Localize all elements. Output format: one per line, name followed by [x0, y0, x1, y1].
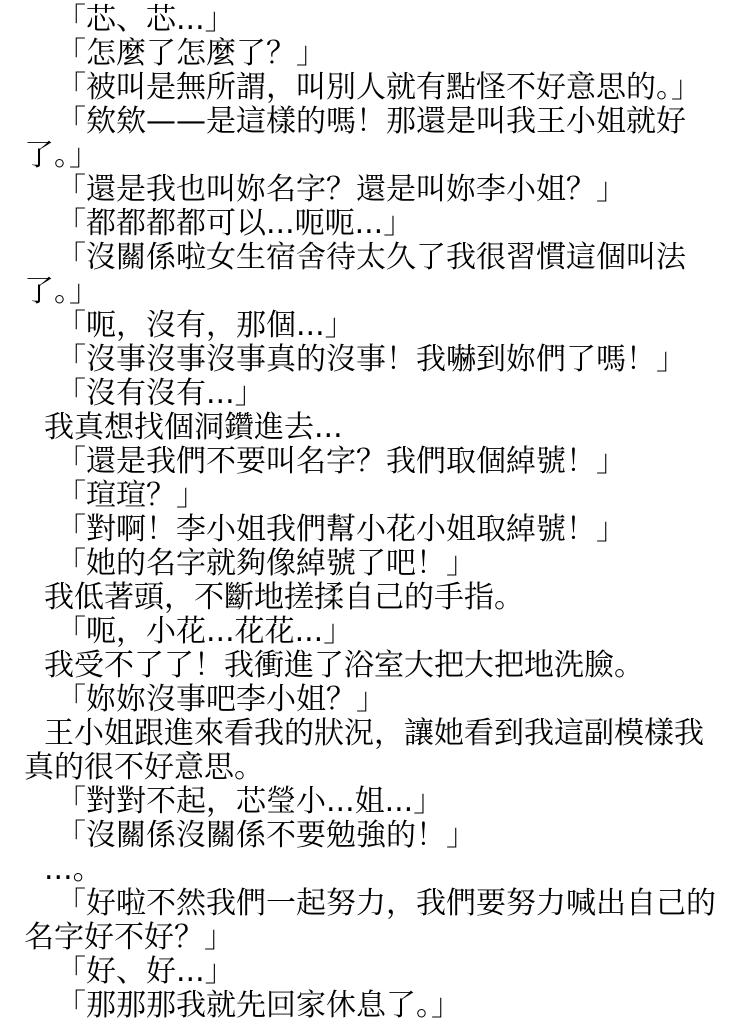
text-line: ...。	[44, 852, 103, 887]
text-line: 「怎麼了怎麼了？」	[56, 36, 326, 71]
text-line: 名字好不好？」	[24, 920, 234, 955]
text-line: 「瑄瑄？」	[56, 478, 206, 513]
text-line: 「好、好...」	[56, 954, 235, 989]
text-line: 「還是我也叫妳名字？還是叫妳李小姐？」	[56, 172, 626, 207]
text-line: 了。」	[24, 138, 99, 173]
text-line: 「那那那我就先回家休息了。」	[56, 988, 461, 1023]
text-line: 王小姐跟進來看我的狀況，讓她看到我這副模樣我	[44, 716, 704, 751]
text-line: 我真想找個洞鑽進去...	[44, 410, 343, 445]
text-line: 「沒有沒有...」	[56, 376, 265, 411]
text-line: 「芯、芯...」	[56, 2, 235, 37]
text-line: 「都都都都可以...呃呃...」	[56, 206, 414, 241]
text-line: 「妳妳沒事吧李小姐？」	[56, 682, 386, 717]
text-line: 「她的名字就夠像綽號了吧！」	[56, 546, 476, 581]
text-line: 「沒事沒事沒事真的沒事！我嚇到妳們了嗎！」	[56, 342, 686, 377]
text-line: 「對對不起，芯瑩小...姐...」	[56, 784, 444, 819]
text-line: 「呃，沒有，那個...」	[56, 308, 355, 343]
text-line: 真的很不好意思。	[24, 750, 264, 785]
text-line: 「沒關係啦女生宿舍待太久了我很習慣這個叫法	[56, 240, 686, 275]
text-line: 「沒關係沒關係不要勉強的！」	[56, 818, 476, 853]
text-line: 「被叫是無所謂，叫別人就有點怪不好意思的。」	[56, 70, 701, 105]
text-line: 「呃，小花...花花...」	[56, 614, 354, 649]
text-line: 我低著頭，不斷地搓揉自己的手指。	[44, 580, 524, 615]
text-line: 「對啊！李小姐我們幫小花小姐取綽號！」	[56, 512, 626, 547]
text-line: 了。」	[24, 274, 99, 309]
text-line: 「好啦不然我們一起努力，我們要努力喊出自己的	[56, 886, 716, 921]
text-line: 「欸欸——是這樣的嗎！那還是叫我王小姐就好	[56, 104, 686, 139]
text-line: 我受不了了！我衝進了浴室大把大把地洗臉。	[44, 648, 644, 683]
text-line: 「還是我們不要叫名字？我們取個綽號！」	[56, 444, 626, 479]
